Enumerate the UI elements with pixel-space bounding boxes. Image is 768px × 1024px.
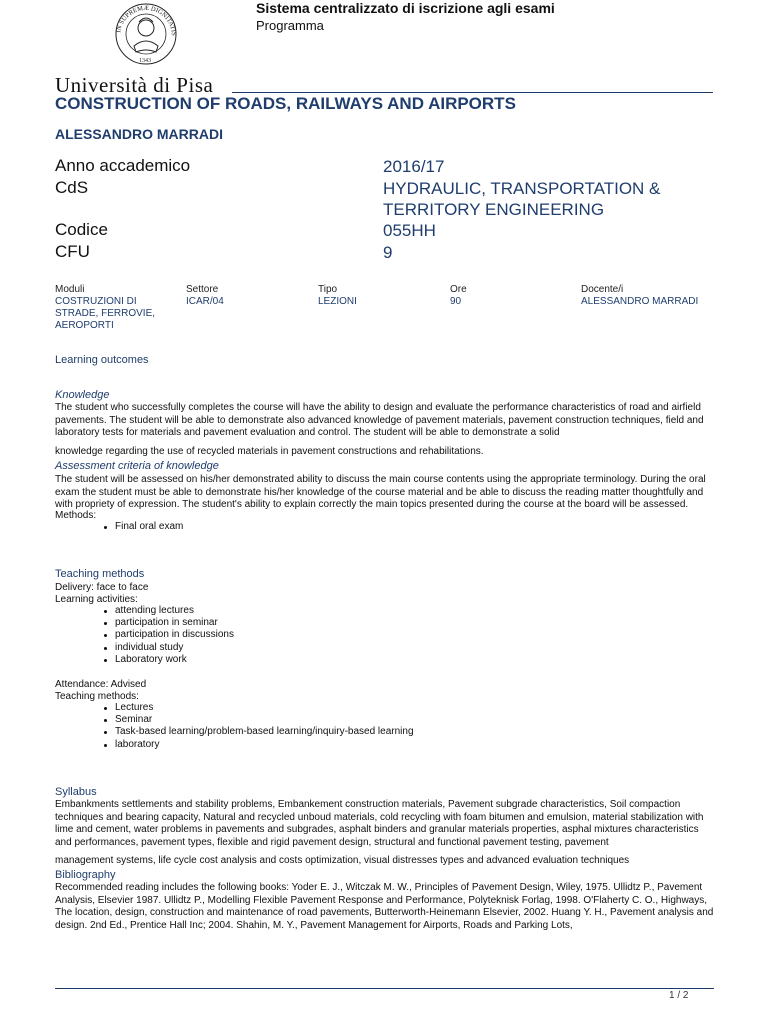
anno-label: Anno accademico (55, 156, 191, 175)
footer-divider (55, 988, 714, 989)
list-item: Seminar (104, 714, 414, 726)
list-item: attending lectures (104, 605, 234, 617)
modules-header-settore: Settore (186, 284, 219, 295)
methods-label: Methods: (55, 510, 97, 521)
anno-value: 2016/17 (383, 157, 445, 176)
exam-methods-list (104, 521, 183, 533)
syllabus-text: Embankments settlements and stability problems, Embankement construction materials, Pavement subgrade characteristics, Soil compaction techniques and bearing capacity, Natural and recycled unboud materials, cold recycling with foam bitumen and emulsion, material stabilization with lime and cement, water problems in pavements and subgrades, asphalt binders and granular materials properties, asphal mixtures characteristics and performances, pavement types, flexible and rigid pavement design, structural and functional pavement testing, pavement (55, 799, 704, 848)
teaching-methods-list (104, 702, 414, 751)
syllabus-heading: Syllabus (55, 786, 97, 798)
module-type: LEZIONI (318, 296, 357, 307)
delivery-text: Delivery: face to face (55, 582, 149, 593)
list-item: Task-based learning/problem-based learning/inquiry-based learning (104, 726, 414, 738)
list-item: participation in discussions (104, 629, 234, 641)
knowledge-text: The student who successfully completes the course will have the ability to design and evaluate the performance characteristics of road and airfield pavements. The student will be able to demonstrate also advanced knowledge of pavement materials, pavement construction techniques, field and laboratory tests for materials and pavement evaluation and control. The student will be able to demonstrate a solid (55, 402, 704, 438)
cds-label: CdS (55, 178, 89, 197)
knowledge-text-cont: knowledge regarding the use of recycled materials in pavement constructions and rehabilitations. (55, 446, 484, 457)
header-divider (232, 92, 713, 93)
codice-label: Codice (55, 220, 108, 239)
list-item: Final oral exam (104, 521, 183, 533)
teaching-methods-label: Teaching methods: (55, 691, 139, 702)
page-subtitle: Programma (256, 18, 324, 33)
list-item: laboratory (104, 739, 414, 751)
system-title: Sistema centralizzato di iscrizione agli esami (256, 0, 555, 16)
modules-header-ore: Ore (450, 284, 467, 295)
learning-activities-list (104, 605, 234, 666)
codice-value: 055HH (383, 221, 436, 240)
list-item: individual study (104, 642, 234, 654)
learning-outcomes-heading: Learning outcomes (55, 354, 149, 366)
svg-text:IN SUPREMÆ DIGNITATIS: IN SUPREMÆ DIGNITATIS (115, 4, 178, 36)
bibliography-text: Recommended reading includes the following books: Yoder E. J., Witczak M. W., Principles of Pavement Design, Wiley, 1975. Ullidtz P., Pavement Analysis, Elsevier 1987. Ullidtz P., Modelling Flexible Pavement Response and Performance, Polyteknisk Forlag, 1998. O'Flaherty C. O., Highways, The location, design, construction and maintenance of road pavements, Butterworth-Heinemann Elsevier, 2002. Huang Y. H., Pavement analysis and design. 2nd Ed., Prentice Hall Inc; 2004. Shahin, M. Y., Pavement Management for Airports, Roads and Parking Lots, (55, 882, 714, 931)
modules-header-moduli: Moduli (55, 284, 85, 295)
modules-header-tipo: Tipo (318, 284, 338, 295)
list-item: participation in seminar (104, 617, 234, 629)
assessment-heading: Assessment criteria of knowledge (55, 460, 219, 472)
university-name: Università di Pisa (55, 73, 214, 97)
cfu-value: 9 (383, 243, 393, 262)
bibliography-heading: Bibliography (55, 869, 116, 881)
assessment-text: The student will be assessed on his/her demonstrated ability to discuss the main course contents using the appropriate terminology. During the oral exam the student must be able to demonstrate his/her knowledge of the course material and be able to discuss the reading matter thoughtfully and with propriety of expression. The student's ability to explain correctly the main topics presented during the course at the board will be assessed. (55, 474, 706, 510)
list-item: Lectures (104, 702, 414, 714)
svg-text:1343: 1343 (139, 58, 151, 64)
cfu-label: CFU (55, 242, 90, 261)
syllabus-text-cont: management systems, life cycle cost analysis and costs optimization, visual distresses types and advanced evaluation techniques (55, 855, 630, 866)
cds-value: HYDRAULIC, TRANSPORTATION & TERRITORY ENGINEERING (383, 179, 661, 219)
course-teacher: ALESSANDRO MARRADI (55, 126, 223, 142)
learning-activities-label: Learning activities: (55, 594, 138, 605)
module-name: COSTRUZIONI DI STRADE, FERROVIE, AEROPORTI (55, 296, 156, 331)
teaching-methods-heading: Teaching methods (55, 568, 145, 580)
modules-header-docente: Docente/i (581, 284, 624, 295)
list-item: Laboratory work (104, 654, 234, 666)
module-sector: ICAR/04 (186, 296, 224, 307)
university-seal-icon (108, 2, 184, 66)
attendance-text: Attendance: Advised (55, 679, 147, 690)
module-hours: 90 (450, 296, 462, 307)
module-teacher: ALESSANDRO MARRADI (581, 296, 699, 307)
page-number: 1 / 2 (669, 990, 689, 1001)
course-title: CONSTRUCTION OF ROADS, RAILWAYS AND AIRPORTS (55, 94, 516, 113)
knowledge-heading: Knowledge (55, 389, 110, 401)
